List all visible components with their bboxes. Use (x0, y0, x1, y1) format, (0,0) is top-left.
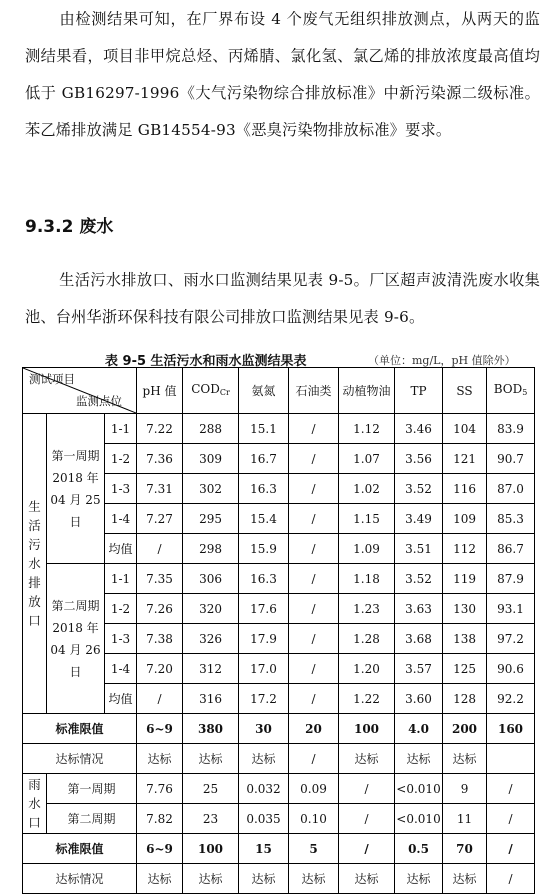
value-cell: 23 (183, 804, 239, 834)
monitoring-results-table (22, 367, 535, 894)
value-cell: 326 (183, 624, 239, 654)
value-cell: 3.68 (395, 624, 443, 654)
value-cell: 1.22 (339, 684, 395, 714)
value-cell: 7.27 (137, 504, 183, 534)
value-cell: / (289, 474, 339, 504)
header-petroleum: 石油类 (289, 368, 339, 414)
standard-value-cell: 0.5 (395, 834, 443, 864)
value-cell: / (289, 534, 339, 564)
value-cell: 3.63 (395, 594, 443, 624)
value-cell: 达标 (395, 744, 443, 774)
value-cell: 85.3 (487, 504, 535, 534)
value-cell: / (289, 744, 339, 774)
value-cell: 7.20 (137, 654, 183, 684)
value-cell: 达标 (443, 744, 487, 774)
value-cell: 295 (183, 504, 239, 534)
value-cell: <0.010 (395, 804, 443, 834)
value-cell: 达标 (395, 864, 443, 894)
value-cell: 达标 (443, 864, 487, 894)
value-cell: 104 (443, 414, 487, 444)
week-label: 第一周期 2018 年 04 月 25 日 (47, 414, 105, 564)
value-cell: 17.2 (239, 684, 289, 714)
value-cell: 3.49 (395, 504, 443, 534)
value-cell: / (137, 534, 183, 564)
value-cell: 93.1 (487, 594, 535, 624)
standard-value-cell: 30 (239, 714, 289, 744)
rain-standard-label: 标准限值 (23, 834, 137, 864)
value-cell: 15.4 (239, 504, 289, 534)
domestic-status-row (23, 744, 535, 774)
value-cell: 0.10 (289, 804, 339, 834)
value-cell: 3.60 (395, 684, 443, 714)
domestic-standard-label: 标准限值 (23, 714, 137, 744)
standard-value-cell: 200 (443, 714, 487, 744)
point-cell: 1-1 (105, 564, 137, 594)
value-cell: 130 (443, 594, 487, 624)
value-cell: 119 (443, 564, 487, 594)
value-cell: 达标 (289, 864, 339, 894)
point-cell: 1-3 (105, 624, 137, 654)
standard-value-cell: 5 (289, 834, 339, 864)
value-cell: 15.1 (239, 414, 289, 444)
value-cell: 3.57 (395, 654, 443, 684)
value-cell: / (289, 414, 339, 444)
value-cell: 9 (443, 774, 487, 804)
value-cell: / (487, 804, 535, 834)
value-cell: 3.56 (395, 444, 443, 474)
header-bod-sub: 5 (522, 387, 528, 397)
point-cell: 1-2 (105, 594, 137, 624)
table-row (23, 414, 535, 444)
value-cell: 302 (183, 474, 239, 504)
header-cod (183, 368, 239, 414)
paragraph-gas-text: 由检测结果可知，在厂界布设 4 个废气无组织排放测点，从两天的监测结果看，项目非甲烷总烃、丙烯腈、氯化氢、氯乙烯的排放浓度最高值均低于 GB16297-1996《大气污染物综合排放标准》中新污染源二级标准。苯乙烯排放满足 GB14554-93《恶臭污染物排放标准》要求。 (25, 10, 540, 139)
value-cell: 121 (443, 444, 487, 474)
value-cell: 达标 (183, 744, 239, 774)
value-cell: 11 (443, 804, 487, 834)
value-cell: 86.7 (487, 534, 535, 564)
standard-value-cell: 20 (289, 714, 339, 744)
value-cell: / (487, 864, 535, 894)
rain-row (23, 804, 535, 834)
value-cell: / (137, 684, 183, 714)
value-cell: 87.9 (487, 564, 535, 594)
value-cell: 288 (183, 414, 239, 444)
rain-outlet-label: 雨水口 (23, 774, 47, 834)
value-cell: / (289, 654, 339, 684)
header-ph: pH 值 (137, 368, 183, 414)
value-cell: 1.12 (339, 414, 395, 444)
value-cell: 16.3 (239, 474, 289, 504)
standard-value-cell: 160 (487, 714, 535, 744)
rain-standard-row (23, 834, 535, 864)
header-animal-veg-oil: 动植物油 (339, 368, 395, 414)
value-cell (487, 744, 535, 774)
value-cell: 7.36 (137, 444, 183, 474)
value-cell: 3.51 (395, 534, 443, 564)
value-cell: 7.31 (137, 474, 183, 504)
table-unit-note: （单位：mg/L，pH 值除外） (368, 354, 516, 367)
value-cell: 316 (183, 684, 239, 714)
point-cell: 1-4 (105, 504, 137, 534)
value-cell: 298 (183, 534, 239, 564)
value-cell: 3.46 (395, 414, 443, 444)
value-cell: 1.07 (339, 444, 395, 474)
rain-status-label: 达标情况 (23, 864, 137, 894)
value-cell: 87.0 (487, 474, 535, 504)
point-cell: 1-4 (105, 654, 137, 684)
value-cell: / (289, 444, 339, 474)
standard-value-cell: 4.0 (395, 714, 443, 744)
header-ammonia: 氨氮 (239, 368, 289, 414)
value-cell: 16.3 (239, 564, 289, 594)
header-point-label: 监测点位 (76, 394, 123, 408)
value-cell: 1.15 (339, 504, 395, 534)
value-cell: 7.35 (137, 564, 183, 594)
value-cell: 17.9 (239, 624, 289, 654)
value-cell: 达标 (137, 864, 183, 894)
table-title: 表 9-5 生活污水和雨水监测结果表 (105, 354, 307, 369)
paragraph-wastewater-intro (25, 262, 540, 336)
domestic-standard-row (23, 714, 535, 744)
header-cod-text: COD (191, 381, 220, 396)
rain-row (23, 774, 535, 804)
header-row (23, 368, 535, 414)
value-cell: 0.032 (239, 774, 289, 804)
value-cell: 17.6 (239, 594, 289, 624)
value-cell: / (339, 804, 395, 834)
standard-value-cell: 100 (183, 834, 239, 864)
value-cell: / (339, 774, 395, 804)
standard-value-cell: 380 (183, 714, 239, 744)
domestic-status-label: 达标情况 (23, 744, 137, 774)
value-cell: <0.010 (395, 774, 443, 804)
value-cell: / (289, 684, 339, 714)
header-bod-text: BOD (493, 381, 523, 396)
value-cell: 1.09 (339, 534, 395, 564)
value-cell: 90.6 (487, 654, 535, 684)
value-cell: 7.38 (137, 624, 183, 654)
value-cell: 90.7 (487, 444, 535, 474)
paragraph-gas-conclusion (25, 1, 540, 149)
header-bod (487, 368, 535, 414)
value-cell: / (289, 564, 339, 594)
table-row (23, 564, 535, 594)
value-cell: 7.22 (137, 414, 183, 444)
header-item-label: 测试项目 (29, 372, 75, 386)
header-cod-sub: Cr (219, 387, 230, 397)
header-ss: SS (443, 368, 487, 414)
value-cell: 达标 (339, 864, 395, 894)
value-cell: 达标 (239, 864, 289, 894)
point-cell: 均值 (105, 534, 137, 564)
value-cell: 7.76 (137, 774, 183, 804)
standard-value-cell: / (339, 834, 395, 864)
value-cell: 109 (443, 504, 487, 534)
standard-value-cell: 70 (443, 834, 487, 864)
value-cell: 0.035 (239, 804, 289, 834)
value-cell: 达标 (339, 744, 395, 774)
paragraph-wastewater-text: 生活污水排放口、雨水口监测结果见表 9-5。厂区超声波清洗废水收集池、台州华浙环保科技有限公司排放口监测结果见表 9-6。 (25, 271, 540, 326)
standard-value-cell: 6~9 (137, 834, 183, 864)
value-cell: 125 (443, 654, 487, 684)
rain-week-label: 第一周期 (47, 774, 137, 804)
value-cell: 0.09 (289, 774, 339, 804)
week-label: 第二周期 2018 年 04 月 26 日 (47, 564, 105, 714)
standard-value-cell: / (487, 834, 535, 864)
value-cell: 达标 (239, 744, 289, 774)
value-cell: 25 (183, 774, 239, 804)
value-cell: 128 (443, 684, 487, 714)
value-cell: 达标 (183, 864, 239, 894)
value-cell: 1.18 (339, 564, 395, 594)
standard-value-cell: 15 (239, 834, 289, 864)
value-cell: / (289, 624, 339, 654)
value-cell: 116 (443, 474, 487, 504)
value-cell: / (289, 504, 339, 534)
value-cell: 1.28 (339, 624, 395, 654)
header-tp: TP (395, 368, 443, 414)
value-cell: 7.26 (137, 594, 183, 624)
domestic-outlet-label: 生活污水排放口 (23, 414, 47, 714)
section-heading: 9.3.2 废水 (25, 217, 114, 237)
value-cell: 16.7 (239, 444, 289, 474)
value-cell: 1.23 (339, 594, 395, 624)
rain-status-row (23, 864, 535, 894)
value-cell: 7.82 (137, 804, 183, 834)
value-cell: 320 (183, 594, 239, 624)
point-cell: 1-1 (105, 414, 137, 444)
value-cell: 309 (183, 444, 239, 474)
standard-value-cell: 6~9 (137, 714, 183, 744)
value-cell: 92.2 (487, 684, 535, 714)
value-cell: 312 (183, 654, 239, 684)
value-cell: 1.02 (339, 474, 395, 504)
value-cell: 15.9 (239, 534, 289, 564)
point-cell: 1-2 (105, 444, 137, 474)
standard-value-cell: 100 (339, 714, 395, 744)
value-cell: / (487, 774, 535, 804)
value-cell: 112 (443, 534, 487, 564)
point-cell: 均值 (105, 684, 137, 714)
value-cell: 3.52 (395, 564, 443, 594)
rain-week-label: 第二周期 (47, 804, 137, 834)
value-cell: 达标 (137, 744, 183, 774)
value-cell: 97.2 (487, 624, 535, 654)
value-cell: 3.52 (395, 474, 443, 504)
point-cell: 1-3 (105, 474, 137, 504)
value-cell: 83.9 (487, 414, 535, 444)
table-body (23, 368, 535, 894)
value-cell: 1.20 (339, 654, 395, 684)
diagonal-header-cell (23, 368, 137, 414)
value-cell: 138 (443, 624, 487, 654)
value-cell: 306 (183, 564, 239, 594)
value-cell: 17.0 (239, 654, 289, 684)
value-cell: / (289, 594, 339, 624)
